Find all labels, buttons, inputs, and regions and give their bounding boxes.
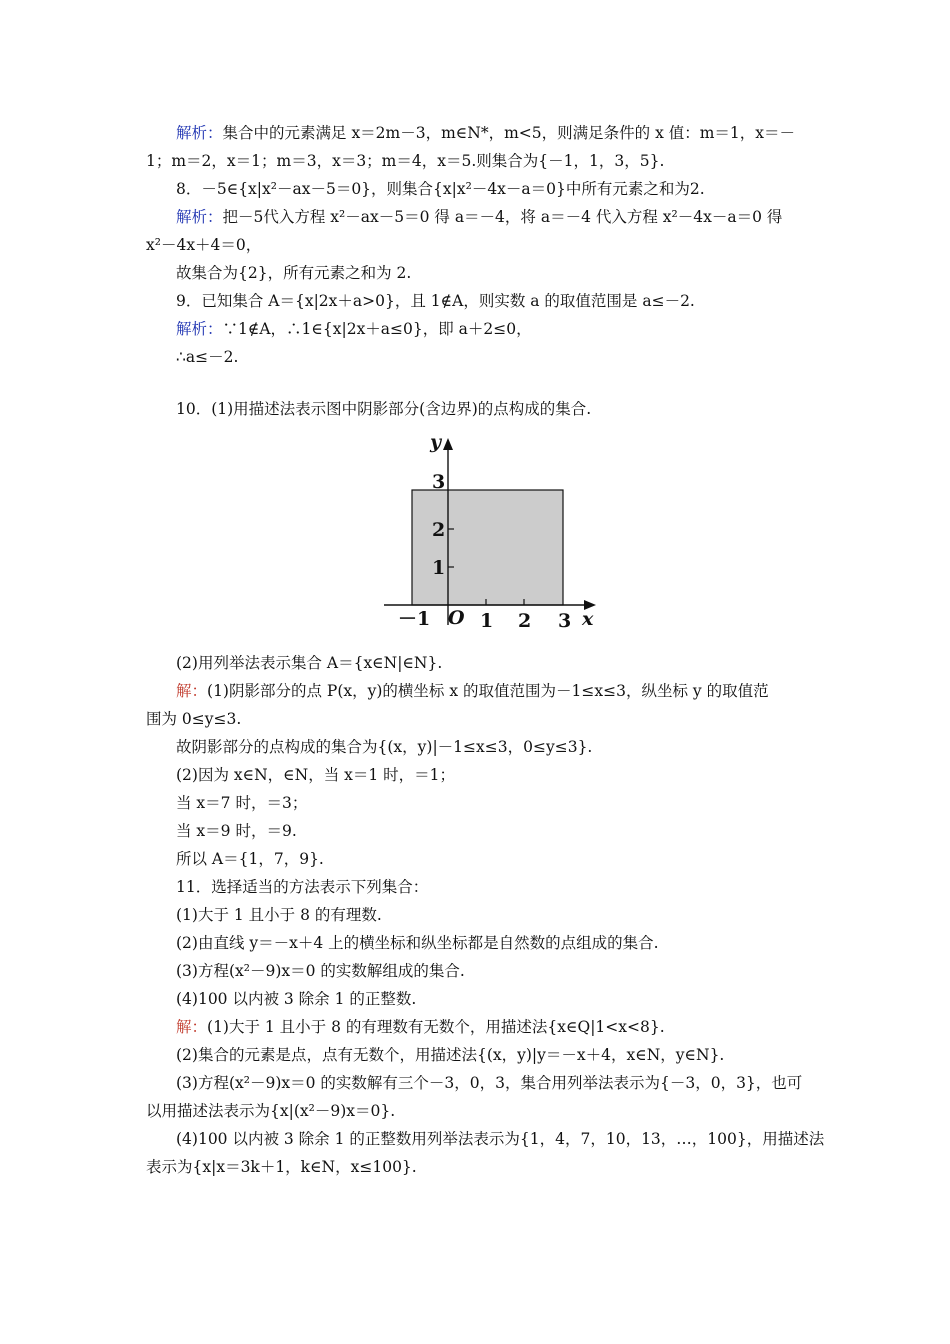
figure-svg xyxy=(380,430,600,635)
line-17: 当 x＝9 时，＝9. xyxy=(176,822,297,840)
x-tick-label-3: 3 xyxy=(558,610,572,632)
x-tick-label-1: 1 xyxy=(480,610,494,632)
line-21: (2)由直线 y＝－x＋4 上的横坐标和纵坐标都是自然数的点组成的集合. xyxy=(176,934,659,952)
line-24 xyxy=(176,1017,665,1037)
line-13: 围为 0≤y≤3. xyxy=(146,710,242,728)
jiexi-label: 解析： xyxy=(176,208,223,226)
line-27: 以用描述法表示为{x|(x²－9)x＝0}. xyxy=(146,1102,396,1120)
line-10: 10．(1)用描述法表示图中阴影部分(含边界)的点构成的集合. xyxy=(176,400,592,418)
line-1 xyxy=(176,123,795,143)
line-28: (4)100 以内被 3 除余 1 的正整数用列举法表示为{1，4，7，10，13，…，100}，用描述法 xyxy=(176,1130,825,1148)
line-26: (3)方程(x²－9)x＝0 的实数解有三个－3，0，3，集合用列举法表示为{－3，0，3}，也可 xyxy=(176,1074,803,1092)
x-axis-label: x xyxy=(582,608,594,630)
jie-label: 解： xyxy=(176,1018,208,1036)
line-12 xyxy=(176,681,769,701)
origin-label: O xyxy=(448,607,465,629)
line-7: 9．已知集合 A＝{x|2x＋a>0}，且 1∉A，则实数 a 的取值范围是 a≤－2. xyxy=(176,292,695,310)
y-axis-arrow xyxy=(443,438,453,450)
line-25: (2)集合的元素是点，点有无数个，用描述法{(x，y)|y＝－x＋4，x∈N，y∈N}. xyxy=(176,1046,725,1064)
line-11: (2)用列举法表示集合 A＝{x∈N|∈N}. xyxy=(176,654,443,672)
y-tick-label-3: 3 xyxy=(432,471,446,493)
line-6: 故集合为{2}，所有元素之和为 2. xyxy=(176,264,412,282)
shaded-region xyxy=(412,490,563,605)
x-tick-label-neg1: －1 xyxy=(398,608,431,630)
line-8 xyxy=(176,319,532,339)
line-15: (2)因为 x∈N，∈N，当 x＝1 时，＝1； xyxy=(176,766,456,784)
line-8-text: ∵1∉A，∴1∈{x|2x＋a≤0}，即 a＋2≤0， xyxy=(222,320,532,338)
line-29: 表示为{x|x＝3k＋1，k∈N，x≤100}. xyxy=(146,1158,417,1176)
line-4-text: 把－5代入方程 x²－ax－5＝0 得 a＝－4，将 a＝－4 代入方程 x²－4x－a＝0 得 xyxy=(222,208,783,226)
line-12-text: (1)阴影部分的点 P(x，y)的横坐标 x 的取值范围为－1≤x≤3，纵坐标 y 的取值范 xyxy=(207,682,769,700)
line-4 xyxy=(176,207,782,227)
line-9: ∴a≤－2. xyxy=(176,348,239,366)
line-2: 1；m＝2，x＝1；m＝3，x＝3；m＝4，x＝5.则集合为{－1，1，3，5}. xyxy=(146,152,665,170)
line-20: (1)大于 1 且小于 8 的有理数. xyxy=(176,906,382,924)
x-tick-label-2: 2 xyxy=(518,610,532,632)
line-16: 当 x＝7 时，＝3； xyxy=(176,794,308,812)
jiexi-label: 解析： xyxy=(176,320,223,338)
y-axis-label: y xyxy=(430,431,442,453)
line-24-text: (1)大于 1 且小于 8 的有理数有无数个，用描述法{x∈Q|1<x<8}. xyxy=(207,1018,665,1036)
line-23: (4)100 以内被 3 除余 1 的正整数. xyxy=(176,990,417,1008)
jiexi-label: 解析： xyxy=(176,124,223,142)
line-5: x²－4x＋4＝0， xyxy=(146,236,262,254)
jie-label: 解： xyxy=(176,682,208,700)
line-19: 11．选择适当的方法表示下列集合： xyxy=(176,878,429,896)
line-14: 故阴影部分的点构成的集合为{(x，y)|－1≤x≤3，0≤y≤3}. xyxy=(176,738,593,756)
coordinate-figure xyxy=(380,430,600,635)
y-tick-label-2: 2 xyxy=(432,519,446,541)
line-18: 所以 A＝{1，7，9}. xyxy=(176,850,324,868)
line-3: 8．－5∈{x|x²－ax－5＝0}，则集合{x|x²－4x－a＝0}中所有元素之和为2. xyxy=(176,180,705,198)
line-22: (3)方程(x²－9)x＝0 的实数解组成的集合. xyxy=(176,962,465,980)
line-1-text: 集合中的元素满足 x＝2m－3，m∈N*，m<5，则满足条件的 x 值：m＝1，x＝－ xyxy=(222,124,796,142)
y-tick-label-1: 1 xyxy=(432,557,446,579)
